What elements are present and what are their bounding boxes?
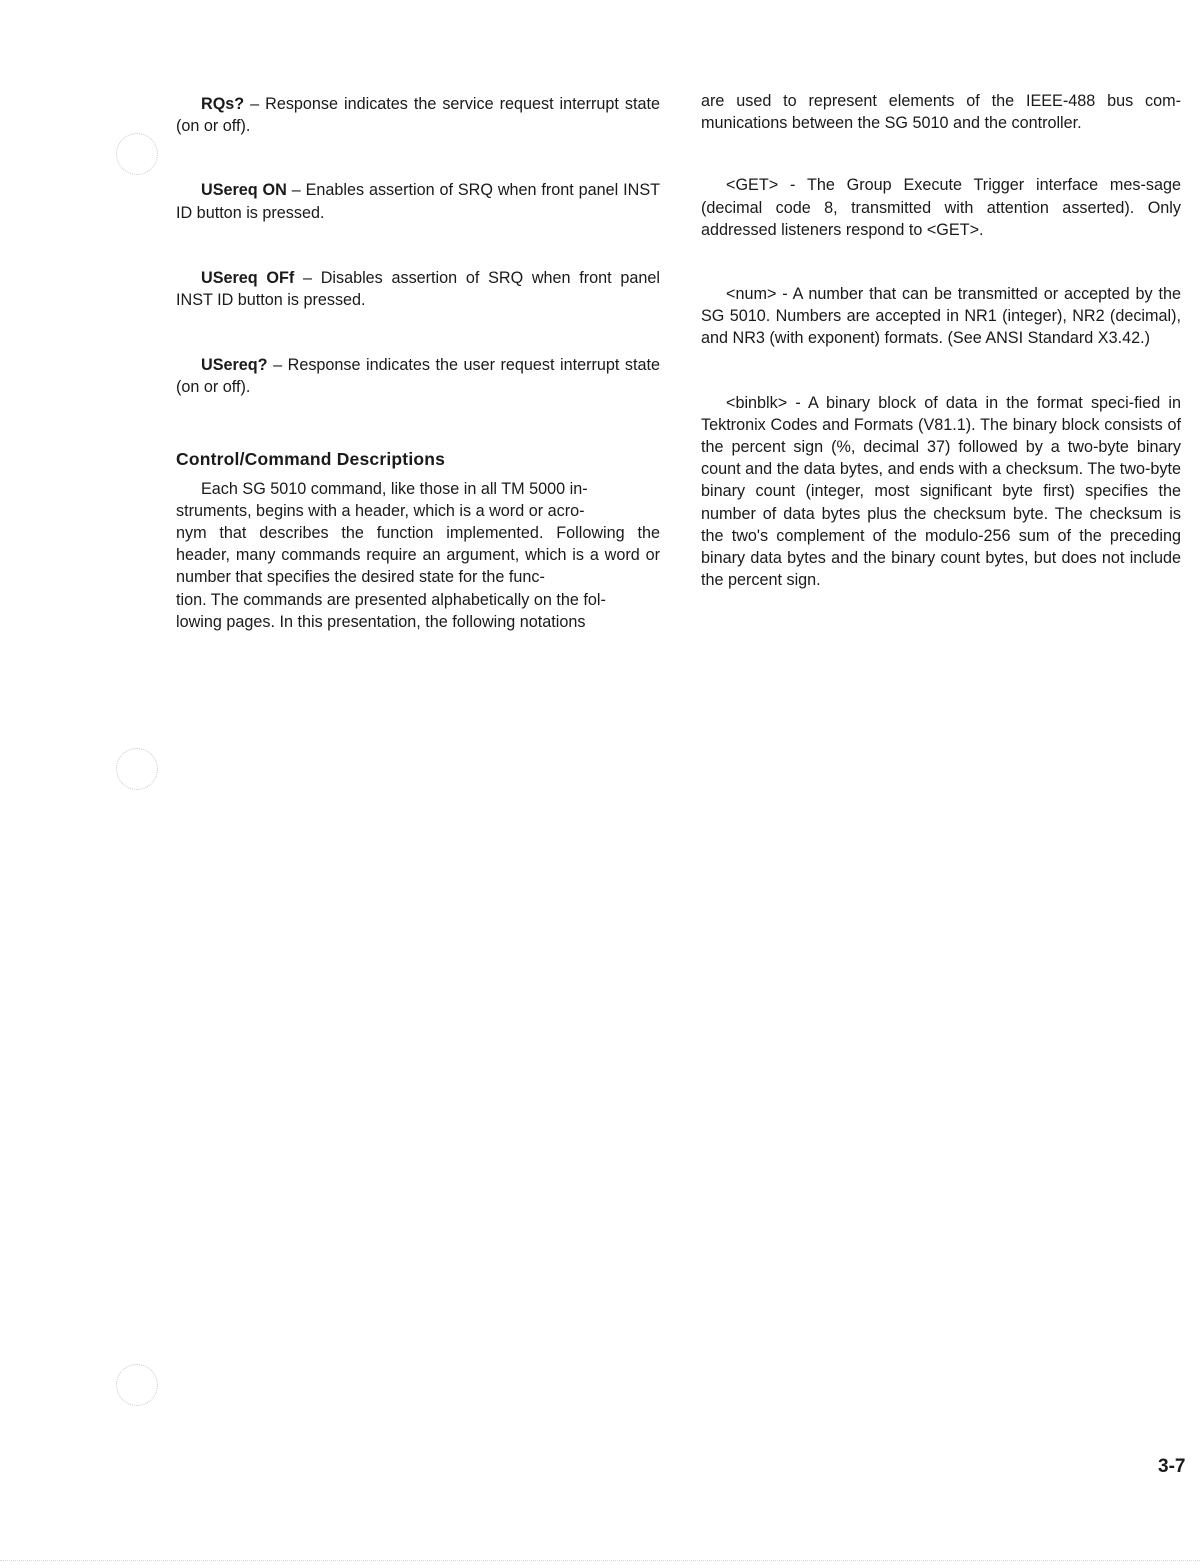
- scan-edge: [0, 1560, 1200, 1561]
- rqs-query-term: RQs?: [201, 95, 245, 113]
- intro-text-4: tion. The commands are presented alphabetically on the fol: [176, 590, 601, 609]
- usereq-query-entry: [176, 354, 660, 398]
- num-term: <num>: [726, 285, 777, 304]
- command-intro-paragraph: Each SG 5010 command, like those in all TM 5000 in- struments, begins with a header, which is a word or acro- nym that describes the function implemented. Following the header, many commands require an argument, which is a word or number that specifies the desired state for the func- tion. The commands are presented alphabetically on the fol- lowing pages. In this presentation, the following notations: [176, 479, 660, 631]
- rqs-query-entry: [176, 93, 660, 137]
- num-dash: -: [776, 285, 793, 304]
- binblk-dash: -: [787, 393, 808, 412]
- get-dash: -: [778, 176, 807, 195]
- binblk-notation-entry: [701, 392, 1181, 592]
- num-notation-entry: [701, 283, 1181, 350]
- num-text: A number that can be transmitted or accepted by the SG 5010. Numbers are accepted in NR1 (integer), NR2 (decimal), and NR3 (with exponent) formats. (See ANSI Standard X3.42.): [701, 285, 1181, 348]
- get-term: <GET>: [726, 176, 779, 195]
- rqs-query-dash: –: [244, 95, 266, 113]
- get-notation-entry: [701, 174, 1181, 241]
- intro-text-3: nym that describes the function implemented. Following the header, many commands require an argument, which is a word or number that specifies the desired state for the func: [176, 524, 660, 587]
- usereq-off-dash: –: [294, 268, 321, 287]
- page-number: 3-7: [1158, 1456, 1186, 1477]
- intro-text-1: Each SG 5010 command, like those in all TM 5000 in: [201, 479, 583, 498]
- get-text: The Group Execute Trigger interface mes-sage (decimal code 8, transmitted with attention asserted). Only addressed listeners respond to <GET>.: [701, 176, 1182, 239]
- usereq-on-entry: [176, 179, 660, 223]
- usereq-off-term: USereq OFf: [201, 268, 295, 287]
- usereq-on-term: USereq ON: [201, 181, 287, 200]
- punch-hole-top: [116, 133, 158, 175]
- usereq-query-term: USereq?: [201, 356, 268, 375]
- intro-text-5: lowing pages. In this presentation, the following notations: [176, 612, 586, 631]
- rqs-query-text: Response indicates the service request interrupt state (on or off).: [176, 95, 660, 136]
- usereq-on-dash: –: [286, 181, 306, 200]
- binblk-term: <binblk>: [726, 393, 788, 412]
- intro-text-2: struments, begins with a header, which is a word or acro: [176, 501, 580, 520]
- right-column: [701, 90, 1181, 591]
- usereq-query-text: Response indicates the user request interrupt state (on or off).: [176, 356, 660, 397]
- usereq-off-text: Disables assertion of SRQ when front panel INST ID button is pressed.: [176, 268, 660, 310]
- section-heading: Control/Command Descriptions: [176, 448, 446, 469]
- left-column: [176, 93, 660, 633]
- usereq-query-dash: –: [267, 356, 288, 375]
- punch-hole-middle: [116, 748, 158, 790]
- binblk-text: A binary block of data in the format speci-fied in Tektronix Codes and Formats (V81.1). The binary block consists of the percent sign (%, decimal 37) followed by a two-byte binary count and the data bytes, and ends with a checksum. The two-byte binary count (integer, most significant byte first) specifies the number of data bytes plus the checksum byte. The checksum is the two's complement of the modulo-256 sum of the preceding binary data bytes and the binary count bytes, but does not include the percent sign.: [701, 393, 1181, 590]
- usereq-on-text: Enables assertion of SRQ when front panel INST ID button is pressed.: [176, 181, 661, 222]
- notation-intro: are used to represent elements of the IEEE-488 bus com-munications between the SG 5010 and the controller.: [701, 92, 1181, 133]
- punch-hole-bottom: [116, 1364, 158, 1406]
- usereq-off-entry: [176, 267, 660, 311]
